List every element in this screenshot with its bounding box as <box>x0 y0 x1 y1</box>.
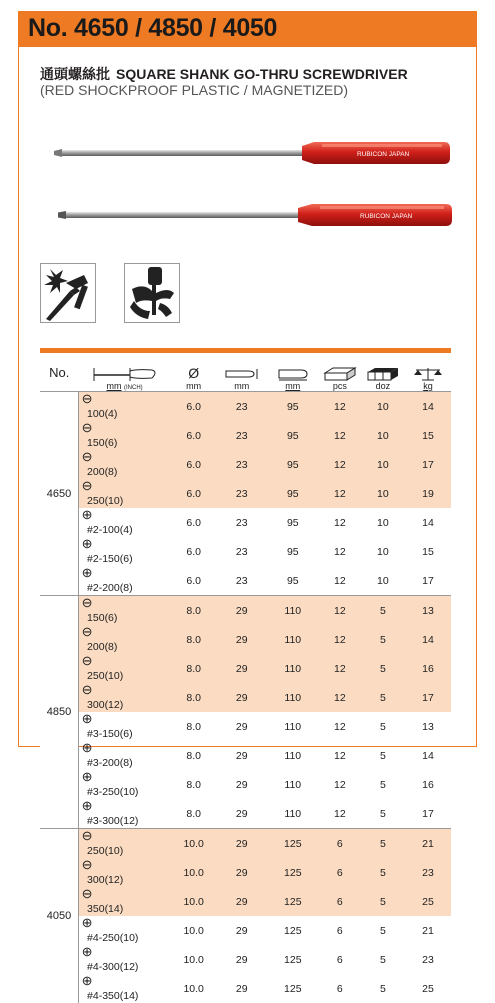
dia-cell: 10.0 <box>171 887 217 916</box>
hd-cell: 29 <box>217 654 267 683</box>
size-cell <box>79 654 171 683</box>
size-cell <box>79 770 171 799</box>
pcs-cell: 12 <box>319 683 361 712</box>
doz-cell: 5 <box>361 799 405 829</box>
hd-cell: 23 <box>217 537 267 566</box>
hd-cell: 29 <box>217 683 267 712</box>
size-value: #2-150(6) <box>79 552 157 566</box>
hd-cell: 23 <box>217 392 267 422</box>
slotted-tip-icon: ⊖ <box>79 683 95 697</box>
kg-cell: 15 <box>405 537 451 566</box>
doz-cell: 10 <box>361 566 405 596</box>
dia-cell: 6.0 <box>171 537 217 566</box>
hl-cell: 110 <box>267 799 319 829</box>
doz-cell: 5 <box>361 741 405 770</box>
model-number-cell: 4050 <box>40 829 79 1003</box>
model-number-cell: 4850 <box>40 596 79 829</box>
pcs-cell: 6 <box>319 887 361 916</box>
dia-cell: 8.0 <box>171 741 217 770</box>
pcs-cell: 12 <box>319 421 361 450</box>
hl-cell: 125 <box>267 858 319 887</box>
doz-cell: 5 <box>361 654 405 683</box>
size-value: 300(12) <box>79 873 157 887</box>
size-cell <box>79 799 171 829</box>
doz-cell: 5 <box>361 829 405 859</box>
dia-cell: 10.0 <box>171 945 217 974</box>
slotted-tip-icon: ⊖ <box>79 829 95 843</box>
dia-cell: 8.0 <box>171 683 217 712</box>
size-cell <box>79 537 171 566</box>
phillips-screwdriver-image <box>52 136 452 170</box>
phillips-tip-icon: ⊕ <box>79 508 95 522</box>
slotted-tip-icon: ⊖ <box>79 421 95 435</box>
size-value: 300(12) <box>79 698 157 712</box>
slotted-tip-icon: ⊖ <box>79 392 95 406</box>
size-cell <box>79 421 171 450</box>
pcs-cell: 12 <box>319 537 361 566</box>
hl-cell: 125 <box>267 887 319 916</box>
table-row <box>40 625 451 654</box>
hd-cell: 29 <box>217 596 267 626</box>
kg-cell: 25 <box>405 887 451 916</box>
pcs-cell: 12 <box>319 566 361 596</box>
kg-cell: 23 <box>405 945 451 974</box>
product-heading-en: SQUARE SHANK GO-THRU SCREWDRIVER <box>116 66 408 82</box>
doz-cell: 5 <box>361 625 405 654</box>
doz-cell: 5 <box>361 712 405 741</box>
hl-cell: 110 <box>267 770 319 799</box>
hd-cell: 23 <box>217 508 267 537</box>
kg-cell: 17 <box>405 450 451 479</box>
phillips-tip-icon: ⊕ <box>79 712 95 726</box>
hl-cell: 125 <box>267 974 319 1003</box>
header-no: No. <box>40 351 79 392</box>
kg-cell: 17 <box>405 566 451 596</box>
size-value: 200(8) <box>79 465 157 479</box>
scale-icon <box>413 367 443 381</box>
doz-cell: 5 <box>361 596 405 626</box>
handle-diameter-icon <box>224 367 260 381</box>
size-value: 100(4) <box>79 407 157 421</box>
size-cell <box>79 508 171 537</box>
dia-cell: 10.0 <box>171 916 217 945</box>
size-value: #3-250(10) <box>79 785 157 799</box>
dia-cell: 6.0 <box>171 392 217 422</box>
pcs-cell: 12 <box>319 392 361 422</box>
table-row <box>40 916 451 945</box>
size-value: #2-100(4) <box>79 523 157 537</box>
table-row <box>40 566 451 596</box>
hl-cell: 110 <box>267 654 319 683</box>
size-value: 250(10) <box>79 844 157 858</box>
slotted-tip-icon: ⊖ <box>79 479 95 493</box>
size-value: #3-200(8) <box>79 756 157 770</box>
model-number-cell: 4650 <box>40 392 79 596</box>
size-cell <box>79 829 171 859</box>
size-value: 150(6) <box>79 436 157 450</box>
header-kg: kg <box>405 351 451 392</box>
pcs-cell: 6 <box>319 858 361 887</box>
kg-cell: 25 <box>405 974 451 1003</box>
table-row <box>40 683 451 712</box>
doz-cell: 5 <box>361 945 405 974</box>
pcs-cell: 6 <box>319 974 361 1003</box>
spec-table-body <box>40 392 451 1003</box>
size-cell <box>79 450 171 479</box>
hd-cell: 29 <box>217 945 267 974</box>
kg-cell: 14 <box>405 741 451 770</box>
hd-cell: 29 <box>217 916 267 945</box>
hd-cell: 23 <box>217 450 267 479</box>
doz-cell: 5 <box>361 770 405 799</box>
size-cell <box>79 887 171 916</box>
dia-cell: 6.0 <box>171 450 217 479</box>
doz-cell: 10 <box>361 508 405 537</box>
hl-cell: 95 <box>267 479 319 508</box>
table-row <box>40 712 451 741</box>
slotted-tip-icon: ⊖ <box>79 887 95 901</box>
pcs-cell: 12 <box>319 596 361 626</box>
hl-cell: 95 <box>267 421 319 450</box>
dia-cell: 10.0 <box>171 858 217 887</box>
hd-cell: 29 <box>217 625 267 654</box>
carton-icon <box>366 367 400 381</box>
size-cell <box>79 741 171 770</box>
doz-cell: 5 <box>361 887 405 916</box>
dia-cell: 10.0 <box>171 829 217 859</box>
doz-cell: 5 <box>361 858 405 887</box>
size-value: #4-350(14) <box>79 989 157 1003</box>
size-cell <box>79 712 171 741</box>
slotted-tip-icon: ⊖ <box>79 654 95 668</box>
product-heading-cjk: 通頭螺絲批 <box>40 66 110 82</box>
size-value: #2-200(8) <box>79 581 157 595</box>
table-row <box>40 392 451 422</box>
hd-cell: 23 <box>217 421 267 450</box>
size-cell <box>79 945 171 974</box>
phillips-tip-icon: ⊕ <box>79 770 95 784</box>
kg-cell: 21 <box>405 916 451 945</box>
hl-cell: 95 <box>267 450 319 479</box>
hl-cell: 95 <box>267 566 319 596</box>
kg-cell: 19 <box>405 479 451 508</box>
table-row <box>40 508 451 537</box>
header-handle-length: mm <box>267 351 319 392</box>
dia-cell: 10.0 <box>171 974 217 1003</box>
kg-cell: 14 <box>405 508 451 537</box>
hd-cell: 29 <box>217 770 267 799</box>
pcs-cell: 12 <box>319 770 361 799</box>
pcs-cell: 12 <box>319 508 361 537</box>
hd-cell: 29 <box>217 887 267 916</box>
size-cell <box>79 683 171 712</box>
hd-cell: 29 <box>217 741 267 770</box>
hl-cell: 110 <box>267 596 319 626</box>
table-row <box>40 945 451 974</box>
kg-cell: 13 <box>405 596 451 626</box>
page-title: No. 4650 / 4850 / 4050 <box>28 14 277 43</box>
slotted-tip-icon: ⊖ <box>79 858 95 872</box>
hd-cell: 29 <box>217 829 267 859</box>
hl-cell: 110 <box>267 625 319 654</box>
phillips-tip-icon: ⊕ <box>79 537 95 551</box>
size-cell <box>79 392 171 422</box>
table-row <box>40 450 451 479</box>
dia-cell: 8.0 <box>171 799 217 829</box>
hl-cell: 110 <box>267 683 319 712</box>
size-cell <box>79 479 171 508</box>
size-cell <box>79 916 171 945</box>
table-row <box>40 537 451 566</box>
hl-cell: 125 <box>267 829 319 859</box>
dia-cell: 6.0 <box>171 421 217 450</box>
size-cell <box>79 858 171 887</box>
table-row <box>40 829 451 859</box>
box-icon <box>323 367 357 381</box>
pcs-cell: 6 <box>319 945 361 974</box>
pcs-cell: 12 <box>319 625 361 654</box>
spec-table <box>40 348 451 1003</box>
kg-cell: 21 <box>405 829 451 859</box>
dia-cell: 6.0 <box>171 479 217 508</box>
kg-cell: 23 <box>405 858 451 887</box>
size-value: #4-250(10) <box>79 931 157 945</box>
slotted-tip-icon: ⊖ <box>79 625 95 639</box>
kg-cell: 15 <box>405 421 451 450</box>
pcs-cell: 12 <box>319 799 361 829</box>
hd-cell: 29 <box>217 974 267 1003</box>
kg-cell: 14 <box>405 625 451 654</box>
header-size: mm (INCH) <box>79 351 171 392</box>
table-row <box>40 654 451 683</box>
hl-cell: 95 <box>267 508 319 537</box>
slotted-screwdriver-image <box>58 198 454 232</box>
handle-length-icon <box>275 367 311 381</box>
table-row <box>40 974 451 1003</box>
handle-brand-text: RUBICON JAPAN <box>357 151 410 158</box>
header-pcs: pcs <box>319 351 361 392</box>
dia-cell: 8.0 <box>171 654 217 683</box>
size-value: #4-300(12) <box>79 960 157 974</box>
hl-cell: 110 <box>267 712 319 741</box>
table-row <box>40 858 451 887</box>
size-cell <box>79 625 171 654</box>
table-row <box>40 887 451 916</box>
size-value: #3-300(12) <box>79 814 157 828</box>
size-cell <box>79 974 171 1003</box>
size-cell <box>79 596 171 626</box>
table-row <box>40 770 451 799</box>
dia-cell: 6.0 <box>171 508 217 537</box>
dia-cell: 8.0 <box>171 625 217 654</box>
table-row <box>40 799 451 829</box>
wrench-turning-pictogram <box>124 263 180 323</box>
table-row <box>40 596 451 626</box>
dia-cell: 8.0 <box>171 596 217 626</box>
size-cell <box>79 566 171 596</box>
handle-brand-text: RUBICON JAPAN <box>360 213 413 220</box>
slotted-tip-icon: ⊖ <box>79 450 95 464</box>
doz-cell: 10 <box>361 450 405 479</box>
doz-cell: 10 <box>361 392 405 422</box>
pcs-cell: 12 <box>319 741 361 770</box>
doz-cell: 5 <box>361 683 405 712</box>
hl-cell: 125 <box>267 916 319 945</box>
table-row <box>40 421 451 450</box>
kg-cell: 16 <box>405 654 451 683</box>
doz-cell: 5 <box>361 974 405 1003</box>
size-value: 200(8) <box>79 640 157 654</box>
dia-cell: 8.0 <box>171 712 217 741</box>
hd-cell: 29 <box>217 858 267 887</box>
table-row <box>40 479 451 508</box>
header-doz: doz <box>361 351 405 392</box>
doz-cell: 10 <box>361 421 405 450</box>
size-value: 350(14) <box>79 902 157 916</box>
phillips-tip-icon: ⊕ <box>79 741 95 755</box>
hd-cell: 23 <box>217 479 267 508</box>
kg-cell: 17 <box>405 799 451 829</box>
pcs-cell: 12 <box>319 712 361 741</box>
pcs-cell: 12 <box>319 654 361 683</box>
screwdriver-length-icon <box>90 365 160 381</box>
dia-cell: 6.0 <box>171 566 217 596</box>
phillips-tip-icon: ⊕ <box>79 916 95 930</box>
kg-cell: 16 <box>405 770 451 799</box>
product-heading <box>40 64 408 84</box>
phillips-tip-icon: ⊕ <box>79 566 95 580</box>
table-header-row <box>40 351 451 392</box>
kg-cell: 14 <box>405 392 451 422</box>
size-value: #3-150(6) <box>79 727 157 741</box>
hd-cell: 29 <box>217 712 267 741</box>
product-subheading: (RED SHOCKPROOF PLASTIC / MAGNETIZED) <box>40 82 348 98</box>
pcs-cell: 6 <box>319 916 361 945</box>
dia-cell: 8.0 <box>171 770 217 799</box>
hl-cell: 110 <box>267 741 319 770</box>
doz-cell: 10 <box>361 537 405 566</box>
hl-cell: 95 <box>267 392 319 422</box>
hd-cell: 23 <box>217 566 267 596</box>
hl-cell: 125 <box>267 945 319 974</box>
hd-cell: 29 <box>217 799 267 829</box>
slotted-tip-icon: ⊖ <box>79 596 95 610</box>
size-value: 150(6) <box>79 611 157 625</box>
pcs-cell: 12 <box>319 479 361 508</box>
striking-hammer-pictogram <box>40 263 96 323</box>
kg-cell: 17 <box>405 683 451 712</box>
kg-cell: 13 <box>405 712 451 741</box>
doz-cell: 10 <box>361 479 405 508</box>
hl-cell: 95 <box>267 537 319 566</box>
table-row <box>40 741 451 770</box>
phillips-tip-icon: ⊕ <box>79 799 95 813</box>
phillips-tip-icon: ⊕ <box>79 945 95 959</box>
doz-cell: 5 <box>361 916 405 945</box>
size-value: 250(10) <box>79 494 157 508</box>
pcs-cell: 6 <box>319 829 361 859</box>
size-value: 250(10) <box>79 669 157 683</box>
header-shaft-dia: Ø mm <box>171 351 217 392</box>
header-handle-dia: mm <box>217 351 267 392</box>
phillips-tip-icon: ⊕ <box>79 974 95 988</box>
pcs-cell: 12 <box>319 450 361 479</box>
